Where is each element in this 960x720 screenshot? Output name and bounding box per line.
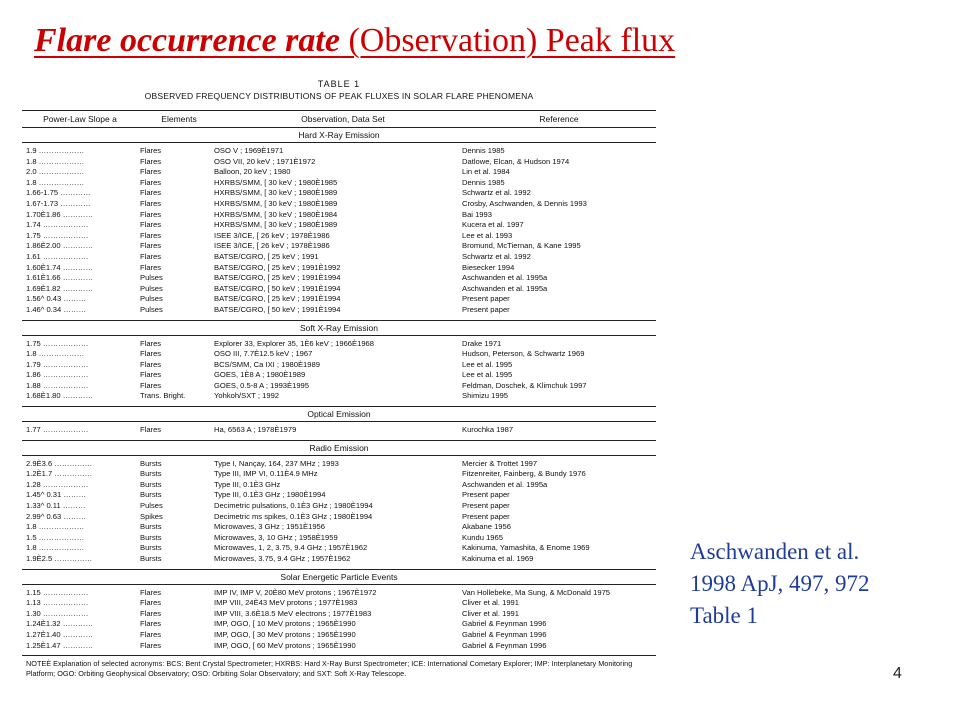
header-elements: Elements xyxy=(161,114,197,124)
cell-slope: 1.27È1.40 ………… xyxy=(26,629,94,639)
cell-reference: Lee et al. 1995 xyxy=(462,370,513,380)
slide-title-emphasis: Flare occurrence rate xyxy=(34,22,340,59)
cell-elements: Flares xyxy=(140,349,162,359)
cell-observation: IMP VIII, 3.6È18.5 MeV electrons ; 1977È1983 xyxy=(214,608,372,618)
section-title: Optical Emission xyxy=(307,409,371,420)
table-row xyxy=(22,391,656,402)
table-row xyxy=(22,284,656,295)
cell-slope: 1.8 ……………… xyxy=(26,522,85,532)
cell-reference: Present paper xyxy=(462,501,510,511)
cell-observation: IMP, OGO, [ 60 MeV protons ; 1965È1990 xyxy=(214,640,356,650)
table-row xyxy=(22,370,656,381)
table-row xyxy=(22,188,656,199)
cell-elements: Bursts xyxy=(140,532,162,542)
cell-elements: Bursts xyxy=(140,490,162,500)
cell-elements: Flares xyxy=(140,587,162,597)
table-row xyxy=(22,273,656,284)
section-body xyxy=(22,585,656,656)
cell-slope: 1.86 ……………… xyxy=(26,370,89,380)
table-row xyxy=(22,501,656,512)
table-row xyxy=(22,588,656,599)
cell-reference: Cliver et al. 1991 xyxy=(462,608,519,618)
cell-observation: IMP IV, IMP V, 20È80 MeV protons ; 1967È1972 xyxy=(214,587,377,597)
table-row xyxy=(22,598,656,609)
cell-elements: Pulses xyxy=(140,273,163,283)
table-row xyxy=(22,480,656,491)
section-title: Hard X-Ray Emission xyxy=(298,130,380,140)
cell-reference: Lee et al. 1993 xyxy=(462,230,513,240)
table-row xyxy=(22,146,656,157)
section-body xyxy=(22,336,656,407)
cell-elements: Flares xyxy=(140,338,162,348)
cell-slope: 1.15 ……………… xyxy=(26,587,89,597)
cell-reference: Drake 1971 xyxy=(462,338,502,348)
cell-slope: 1.68È1.80 ………… xyxy=(26,391,94,401)
table-row xyxy=(22,241,656,252)
table-row xyxy=(22,425,656,436)
cell-observation: Decimetric pulsations, 0.1È3 GHz ; 1980È1994 xyxy=(214,501,373,511)
cell-elements: Flares xyxy=(140,230,162,240)
cell-elements: Flares xyxy=(140,167,162,177)
cell-slope: 1.28 ……………… xyxy=(26,479,89,489)
cell-observation: GOES, 1È8 A ; 1980È1989 xyxy=(214,370,306,380)
cell-slope: 1.75 ……………… xyxy=(26,230,89,240)
cell-observation: Microwaves, 3, 10 GHz ; 1958È1959 xyxy=(214,532,338,542)
citation xyxy=(690,536,870,632)
cell-elements: Flares xyxy=(140,598,162,608)
cell-reference: Present paper xyxy=(462,304,510,314)
table-row xyxy=(22,522,656,533)
section-title: Solar Energetic Particle Events xyxy=(280,571,398,582)
frequency-table xyxy=(22,78,656,679)
header-slope: Power-Law Slope a xyxy=(43,114,117,124)
table-row xyxy=(22,469,656,480)
cell-reference: Feldman, Doschek, & Klimchuk 1997 xyxy=(462,380,587,390)
section-title: Soft X-Ray Emission xyxy=(300,322,378,333)
cell-slope: 1.88 ……………… xyxy=(26,380,89,390)
cell-slope: 2.99^ 0.63 ……… xyxy=(26,511,87,521)
cell-slope: 1.25È1.47 ………… xyxy=(26,640,94,650)
table-row xyxy=(22,381,656,392)
cell-reference: Aschwanden et al. 1995a xyxy=(462,283,548,293)
cell-slope: 2.0 ……………… xyxy=(26,167,85,177)
table-caption: OBSERVED FREQUENCY DISTRIBUTIONS OF PEAK FLUXES IN SOLAR FLARE PHENOMENA xyxy=(144,91,534,101)
cell-reference: Biesecker 1994 xyxy=(462,262,515,272)
header-reference: Reference xyxy=(539,114,579,124)
cell-slope: 2.9È3.6 …………… xyxy=(26,458,93,468)
cell-elements: Flares xyxy=(140,241,162,251)
cell-reference: Dennis 1985 xyxy=(462,177,505,187)
cell-observation: HXRBS/SMM, [ 30 keV ; 1980È1989 xyxy=(214,220,338,230)
cell-observation: Ha, 6563 A ; 1978È1979 xyxy=(214,425,297,435)
cell-reference: Hudson, Peterson, & Schwartz 1969 xyxy=(462,349,585,359)
section-body xyxy=(22,422,656,440)
table-row xyxy=(22,641,656,652)
cell-reference: Aschwanden et al. 1995a xyxy=(462,273,548,283)
cell-reference: Gabriel & Feynman 1996 xyxy=(462,640,547,650)
cell-slope: 1.75 ……………… xyxy=(26,338,89,348)
cell-observation: OSO V ; 1969È1971 xyxy=(214,146,284,155)
cell-elements: Pulses xyxy=(140,304,163,314)
cell-slope: 1.24È1.32 ………… xyxy=(26,619,94,629)
table-row xyxy=(22,157,656,168)
page-number: 4 xyxy=(893,665,902,682)
table-row xyxy=(22,554,656,565)
section-body xyxy=(22,456,656,569)
cell-observation: OSO III, 7.7È12.5 keV ; 1967 xyxy=(214,349,313,359)
cell-slope: 1.5 ……………… xyxy=(26,532,85,542)
cell-slope: 1.56^ 0.43 ……… xyxy=(26,294,87,304)
cell-elements: Pulses xyxy=(140,501,163,511)
table-row xyxy=(22,199,656,210)
cell-reference: Akabane 1956 xyxy=(462,522,511,532)
table-row xyxy=(22,339,656,350)
cell-observation: BATSE/CGRO, [ 25 keV ; 1991È1994 xyxy=(214,294,341,304)
cell-reference: Kurochka 1987 xyxy=(462,425,514,435)
table-row xyxy=(22,220,656,231)
cell-elements: Spikes xyxy=(140,511,163,521)
table-row xyxy=(22,305,656,316)
cell-reference: Schwartz et al. 1992 xyxy=(462,188,531,198)
cell-observation: BATSE/CGRO, [ 50 keV ; 1991È1994 xyxy=(214,304,341,314)
cell-observation: Yohkoh/SXT ; 1992 xyxy=(214,391,280,401)
cell-elements: Bursts xyxy=(140,543,162,553)
cell-elements: Bursts xyxy=(140,458,162,468)
slide-title xyxy=(34,24,675,58)
cell-observation: Type III, IMP VI, 0.11È4.9 MHz xyxy=(214,469,318,479)
cell-elements: Flares xyxy=(140,198,162,208)
cell-elements: Pulses xyxy=(140,283,163,293)
cell-observation: Explorer 33, Explorer 35, 1È6 keV ; 1966È1968 xyxy=(214,338,374,348)
cell-elements: Flares xyxy=(140,380,162,390)
cell-observation: HXRBS/SMM, [ 30 keV ; 1980È1984 xyxy=(214,209,338,219)
cell-observation: IMP, OGO, [ 30 MeV protons ; 1965È1990 xyxy=(214,629,356,639)
cell-reference: Fitzenreiter, Fainberg, & Bundy 1976 xyxy=(462,469,586,479)
table-row xyxy=(22,252,656,263)
cell-reference: Gabriel & Feynman 1996 xyxy=(462,629,547,639)
cell-observation: BATSE/CGRO, [ 25 keV ; 1991 xyxy=(214,251,319,261)
cell-elements: Flares xyxy=(140,177,162,187)
cell-observation: ISEE 3/ICE, [ 26 keV ; 1978È1986 xyxy=(214,241,330,251)
cell-elements: Bursts xyxy=(140,479,162,489)
cell-elements: Flares xyxy=(140,629,162,639)
header-observation: Observation, Data Set xyxy=(301,114,385,124)
cell-elements: Trans. Bright. xyxy=(140,391,186,401)
table-note: NOTEÈ Explanation of selected acronyms: BCS: Bent Crystal Spectrometer; HXRBS: Hard X-Ray Burst Spectrometer; ICE: International Cometary Explorer; IMP: Interplanetary Monitoring Platform; OGO: Orbiting Geophysical Observatory; OSO: Orbiting Solar Observatory; and SXT: Soft X-Ray Telescope. xyxy=(26,659,633,679)
cell-reference: Cliver et al. 1991 xyxy=(462,598,519,608)
cell-observation: Type I, Nançay, 164, 237 MHz ; 1993 xyxy=(214,458,339,468)
cell-slope: 1.74 ……………… xyxy=(26,220,89,230)
cell-reference: Datlowe, Elcan, & Hudson 1974 xyxy=(462,156,570,166)
cell-elements: Flares xyxy=(140,220,162,230)
cell-slope: 1.79 ……………… xyxy=(26,359,89,369)
cell-slope: 1.86È2.00 ………… xyxy=(26,241,94,251)
cell-slope: 1.61È1.66 ………… xyxy=(26,273,94,283)
table-row xyxy=(22,231,656,242)
table-row xyxy=(22,294,656,305)
cell-reference: Kundu 1965 xyxy=(462,532,503,542)
cell-reference: Present paper xyxy=(462,511,510,521)
cell-reference: Mercier & Trottet 1997 xyxy=(462,458,538,468)
cell-observation: Type III, 0.1È3 GHz ; 1980È1994 xyxy=(214,490,326,500)
cell-observation: Decimetric ms spikes, 0.1È3 GHz ; 1980È1994 xyxy=(214,511,373,521)
table-header xyxy=(22,111,656,127)
cell-observation: Type III, 0.1È3 GHz xyxy=(214,479,281,489)
cell-slope: 1.2È1.7 …………… xyxy=(26,469,93,479)
cell-elements: Flares xyxy=(140,251,162,261)
cell-elements: Flares xyxy=(140,619,162,629)
table-row xyxy=(22,490,656,501)
cell-slope: 1.8 ……………… xyxy=(26,177,85,187)
cell-observation: Microwaves, 3 GHz ; 1951È1956 xyxy=(214,522,326,532)
table-row xyxy=(22,512,656,523)
cell-elements: Bursts xyxy=(140,522,162,532)
table-row xyxy=(22,178,656,189)
cell-observation: Microwaves, 3.75, 9.4 GHz ; 1957È1962 xyxy=(214,554,351,563)
cell-slope: 1.9È2.5 …………… xyxy=(26,554,93,563)
table-row xyxy=(22,210,656,221)
cell-elements: Pulses xyxy=(140,294,163,304)
cell-reference: Kakinuma, Yamashita, & Enome 1969 xyxy=(462,543,590,553)
cell-slope: 1.67-1.73 ………… xyxy=(26,198,91,208)
cell-observation: GOES, 0.5-8 A ; 1993È1995 xyxy=(214,380,309,390)
table-row xyxy=(22,360,656,371)
table-row xyxy=(22,609,656,620)
table-body xyxy=(22,127,656,655)
cell-elements: Flares xyxy=(140,188,162,198)
cell-reference: Bromund, McTiernan, & Kane 1995 xyxy=(462,241,581,251)
table-row xyxy=(22,167,656,178)
cell-elements: Bursts xyxy=(140,554,162,563)
cell-observation: HXRBS/SMM, [ 30 keV ; 1980È1989 xyxy=(214,188,338,198)
cell-slope: 1.69È1.82 ………… xyxy=(26,283,94,293)
cell-observation: BATSE/CGRO, [ 25 keV ; 1991È1992 xyxy=(214,262,341,272)
cell-slope: 1.30 ……………… xyxy=(26,608,89,618)
cell-observation: HXRBS/SMM, [ 30 keV ; 1980È1989 xyxy=(214,198,338,208)
cell-reference: Present paper xyxy=(462,294,510,304)
cell-slope: 1.8 ……………… xyxy=(26,156,85,166)
cell-slope: 1.66-1.75 ………… xyxy=(26,188,91,198)
cell-reference: Kakinuma et al. 1969 xyxy=(462,554,534,563)
cell-reference: Bai 1993 xyxy=(462,209,492,219)
cell-reference: Shimizu 1995 xyxy=(462,391,509,401)
cell-reference: Kucera et al. 1997 xyxy=(462,220,524,230)
cell-elements: Bursts xyxy=(140,469,162,479)
cell-reference: Lin et al. 1984 xyxy=(462,167,510,177)
cell-slope: 1.77 ……………… xyxy=(26,425,89,435)
cell-slope: 1.8 ……………… xyxy=(26,349,85,359)
cell-elements: Flares xyxy=(140,156,162,166)
cell-slope: 1.9 ……………… xyxy=(26,146,85,155)
cell-elements: Flares xyxy=(140,640,162,650)
cell-observation: IMP, OGO, [ 10 MeV protons ; 1965È1990 xyxy=(214,619,356,629)
table-row xyxy=(22,533,656,544)
cell-reference: Aschwanden et al. 1995a xyxy=(462,479,548,489)
cell-observation: BATSE/CGRO, [ 50 keV ; 1991È1994 xyxy=(214,283,341,293)
cell-reference: Crosby, Aschwanden, & Dennis 1993 xyxy=(462,198,587,208)
cell-elements: Flares xyxy=(140,359,162,369)
cell-reference: Gabriel & Feynman 1996 xyxy=(462,619,547,629)
cell-slope: 1.45^ 0.31 ……… xyxy=(26,490,87,500)
cell-elements: Flares xyxy=(140,608,162,618)
cell-observation: Balloon, 20 keV ; 1980 xyxy=(214,167,291,177)
cell-reference: Present paper xyxy=(462,490,510,500)
cell-slope: 1.61 ……………… xyxy=(26,251,89,261)
cell-reference: Van Hollebeke, Ma Sung, & McDonald 1975 xyxy=(462,587,611,597)
cell-slope: 1.13 ……………… xyxy=(26,598,89,608)
cell-elements: Flares xyxy=(140,209,162,219)
cell-slope: 1.60È1.74 ………… xyxy=(26,262,94,272)
slide-title-rest: (Observation) Peak flux xyxy=(339,22,676,59)
cell-elements: Flares xyxy=(140,262,162,272)
cell-elements: Flares xyxy=(140,146,162,155)
table-row xyxy=(22,263,656,274)
cell-slope: 1.33^ 0.11 ……… xyxy=(26,501,86,511)
table-row xyxy=(22,459,656,470)
cell-elements: Flares xyxy=(140,370,162,380)
cell-reference: Lee et al. 1995 xyxy=(462,359,513,369)
table-row xyxy=(22,619,656,630)
cell-observation: BCS/SMM, Ca IXI ; 1980È1989 xyxy=(214,359,320,369)
cell-observation: Microwaves, 1, 2, 3.75, 9.4 GHz ; 1957È1962 xyxy=(214,543,368,553)
cell-reference: Dennis 1985 xyxy=(462,146,505,155)
cell-slope: 1.70È1.86 ………… xyxy=(26,209,94,219)
cell-observation: HXRBS/SMM, [ 30 keV ; 1980È1985 xyxy=(214,177,338,187)
citation-line: Aschwanden et al. xyxy=(690,539,860,564)
citation-line: 1998 ApJ, 497, 972 xyxy=(690,571,870,596)
table-label: TABLE 1 xyxy=(317,79,361,89)
cell-observation: OSO VII, 20 keV ; 1971È1972 xyxy=(214,156,316,166)
cell-observation: IMP VIII, 24È43 MeV protons ; 1977È1983 xyxy=(214,598,358,608)
citation-line: Table 1 xyxy=(690,603,759,628)
cell-slope: 1.46^ 0.34 ……… xyxy=(26,304,87,314)
section-title: Radio Emission xyxy=(309,442,369,453)
table-row xyxy=(22,349,656,360)
cell-slope: 1.8 ……………… xyxy=(26,543,85,553)
cell-observation: BATSE/CGRO, [ 25 keV ; 1991È1994 xyxy=(214,273,341,283)
cell-observation: ISEE 3/ICE, [ 26 keV ; 1978È1986 xyxy=(214,230,330,240)
cell-reference: Schwartz et al. 1992 xyxy=(462,251,531,261)
table-row xyxy=(22,630,656,641)
cell-elements: Flares xyxy=(140,425,162,435)
section-body xyxy=(22,143,656,320)
table-row xyxy=(22,543,656,554)
